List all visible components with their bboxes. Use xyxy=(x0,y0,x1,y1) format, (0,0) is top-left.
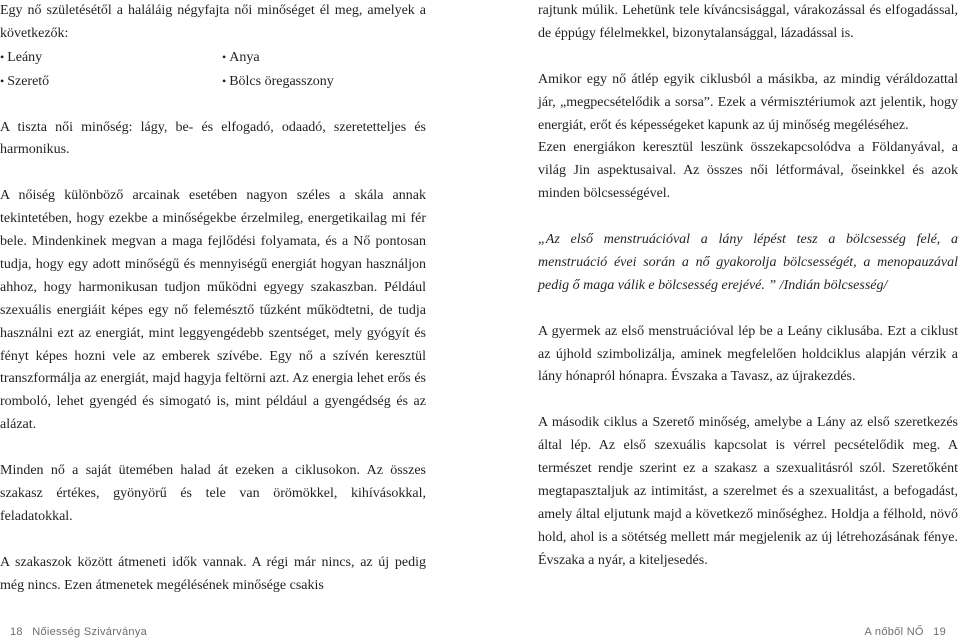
right-page xyxy=(480,0,960,644)
quote-paragraph: „Az első menstruációval a lány lépést tesz a bölcsesség felé, a menstruáció évei során a nő gyakorolja bölcsességét, a menopauzával pedig ő maga válik e bölcsesség erejévé. ” /Indián bölcsesség/ xyxy=(538,232,958,293)
book-title: Nőiesség Szivárványa xyxy=(32,626,148,638)
body-paragraph: Minden nő a saját ütemében halad át ezeken a ciklusokon. Az összes szakasz értékes, gyönyörű és tele van örömökkel, kihívásokkal, feladatokkal. xyxy=(0,463,426,524)
body-paragraph: A második ciklus a Szerető minőség, amelybe a Lány az első szeretkezés által lép. Az első szexuális kapcsolat is vérrel pecsételődik meg. A természet rendje szerint ez a szakasz a szexualitásról szól. Szeretőként megtapasztaljuk az intimitást, a szerelmet és a szexualitást, a befogadást, amely által eljutunk majd a következő minőséghez. Holdja a félhold, növő hold, ahol is a sötétség mellett már megjelenik az új létrehozásának fénye. Évszaka a nyár, a kiteljesedés. xyxy=(538,415,958,568)
body-paragraph: A gyermek az első menstruációval lép be a Leány ciklusába. Ezt a ciklust az újhold szimbolizálja, aminek megfelelően holdciklus alapján vérzik a lány hónapról hónapra. Évszaka a Tavasz, az újrakezdés. xyxy=(538,323,958,385)
body-paragraph: Ezen energiákon keresztül leszünk összekapcsolódva a Földanyával, a világ Jin aspektusaival. Az összes női létformával, őseinkkel és azok minden bölcsességével. xyxy=(538,140,958,202)
qualities-list xyxy=(0,46,426,94)
body-paragraph: rajtunk múlik. Lehetünk tele kíváncsisággal, várakozással és elfogadással, de éppúgy félelmekkel, bizonytalansággal, lázadással is. xyxy=(538,3,958,41)
chapter-title: A nőből NŐ xyxy=(864,626,924,638)
quality-item: • Anya xyxy=(222,46,426,70)
left-page-footer xyxy=(4,626,147,638)
right-page-footer xyxy=(865,626,952,638)
quality-item: • Szerető xyxy=(0,70,222,94)
page-number: 18 xyxy=(10,626,23,638)
quality-item: • Leány xyxy=(0,46,222,70)
body-paragraph: Amikor egy nő átlép egyik ciklusból a másikba, az mindig véráldozattal jár, „megpecsételődik a sorsa”. Ezek a vérmisztériumok azt jelentik, hogy energiát, erőt és képességeket kapunk az új minőség megéléséhez. xyxy=(538,71,958,133)
intro-paragraph: Egy nő születésétől a haláláig négyfajta női minőséget él meg, amelyek a következők: xyxy=(0,3,426,41)
body-paragraph: A nőiség különböző arcainak esetében nagyon széles a skála annak tekintetében, hogy ezekbe a minőségekbe érzelmileg, energetikailag mi fér bele. Mindenkinek megvan a maga fejlődési folyamata, és a Nő pontosan tudja, hogy egy adott minőségű és mennyiségű energiát hogyan használjon ahhoz, hogy harmonikusan tudjon működni egyegy szakaszban. Például szexuális energiáit képes egy nő felemésztő tűzként működtetni, de tudja használni ezt az energiát, mint leggyengédebb szentséget, mely gyógyít és fényt képes hozni vele az emberek szívébe. Egy nő a szívén keresztül transzformálja az energiát, majd hagyja feltörni azt. Az energia lehet erős és romboló, lehet gyengéd és simogató is, mint például a gyengédség és az alázat. xyxy=(0,188,426,433)
left-text-column xyxy=(0,0,426,598)
body-paragraph: A tiszta női minőség: lágy, be- és elfogadó, odaadó, szeretetteljes és harmonikus. xyxy=(0,119,426,158)
body-paragraph: A szakaszok között átmeneti idők vannak. A régi már nincs, az új pedig még nincs. Ezen átmenetek megélésének minősége csakis xyxy=(0,554,426,593)
page-number: 19 xyxy=(933,626,946,638)
quality-item: • Bölcs öregasszony xyxy=(222,70,426,94)
right-text-column xyxy=(538,0,958,573)
